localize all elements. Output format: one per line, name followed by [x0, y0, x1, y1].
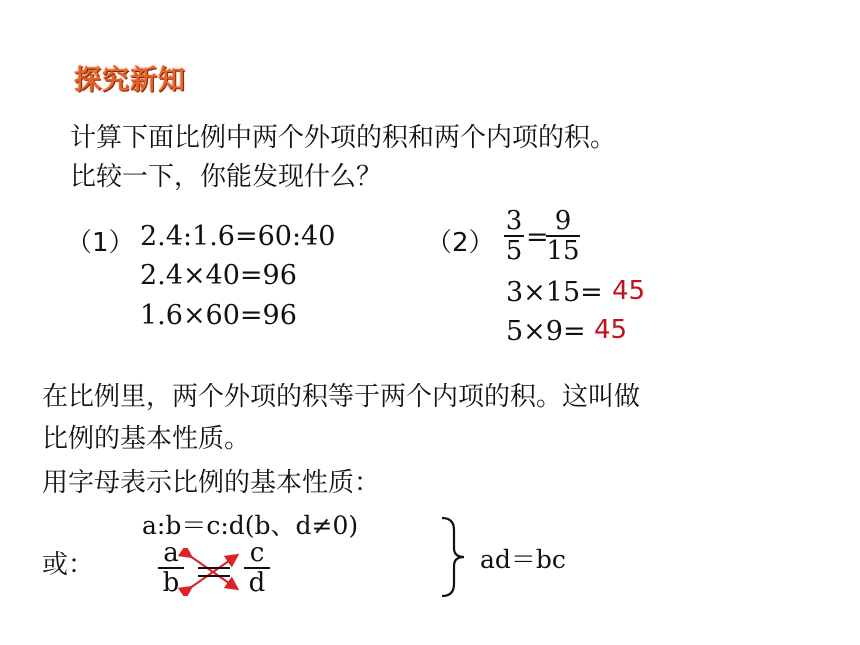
example-1-calc-1: 2.4×40=96: [140, 260, 297, 291]
example-2-calc-2-expr: 5×9=: [506, 316, 586, 347]
fraction-denominator: d: [248, 568, 266, 598]
example-2-calc-1-result: 45: [612, 276, 646, 306]
section-title: 探究新知: [74, 65, 186, 96]
example-2-label: （2）: [426, 228, 495, 258]
formula-or-label: 或：: [42, 550, 95, 580]
fraction-numerator: a: [163, 538, 179, 568]
formula-colon-form: a:b＝c:d(b、d≠0): [142, 511, 359, 540]
brace-icon: [436, 516, 470, 598]
conclusion-line-1: 在比例里，两个外项的积等于两个内项的积。这叫做: [42, 382, 641, 412]
fraction-numerator: 3: [505, 206, 523, 236]
example-2-equals: =: [526, 222, 549, 253]
fraction-denominator: 15: [546, 236, 580, 266]
fraction-denominator: b: [162, 568, 180, 598]
intro-line-1: 计算下面比例中两个外项的积和两个内项的积。: [70, 123, 617, 153]
intro-line-2: 比较一下，你能发现什么？: [70, 162, 383, 192]
example-1-proportion: 2.4:1.6=60:40: [140, 221, 336, 252]
example-2-calc-1-expr: 3×15=: [506, 277, 603, 308]
example-1-label: （1）: [66, 228, 135, 258]
conclusion-line-2: 比例的基本性质。: [42, 424, 251, 454]
conclusion-line-3: 用字母表示比例的基本性质：: [42, 468, 381, 498]
formula-result: ad＝bc: [480, 545, 566, 574]
example-2-fraction-left: [504, 208, 524, 264]
fraction-denominator: 5: [505, 236, 523, 266]
example-2-fraction-right: [546, 208, 580, 264]
fraction-numerator: 9: [554, 206, 572, 236]
example-1-calc-2: 1.6×60=96: [140, 300, 297, 331]
cross-arrows-icon: [176, 548, 252, 596]
fraction-numerator: c: [249, 538, 265, 568]
example-2-calc-2-result: 45: [594, 315, 628, 345]
